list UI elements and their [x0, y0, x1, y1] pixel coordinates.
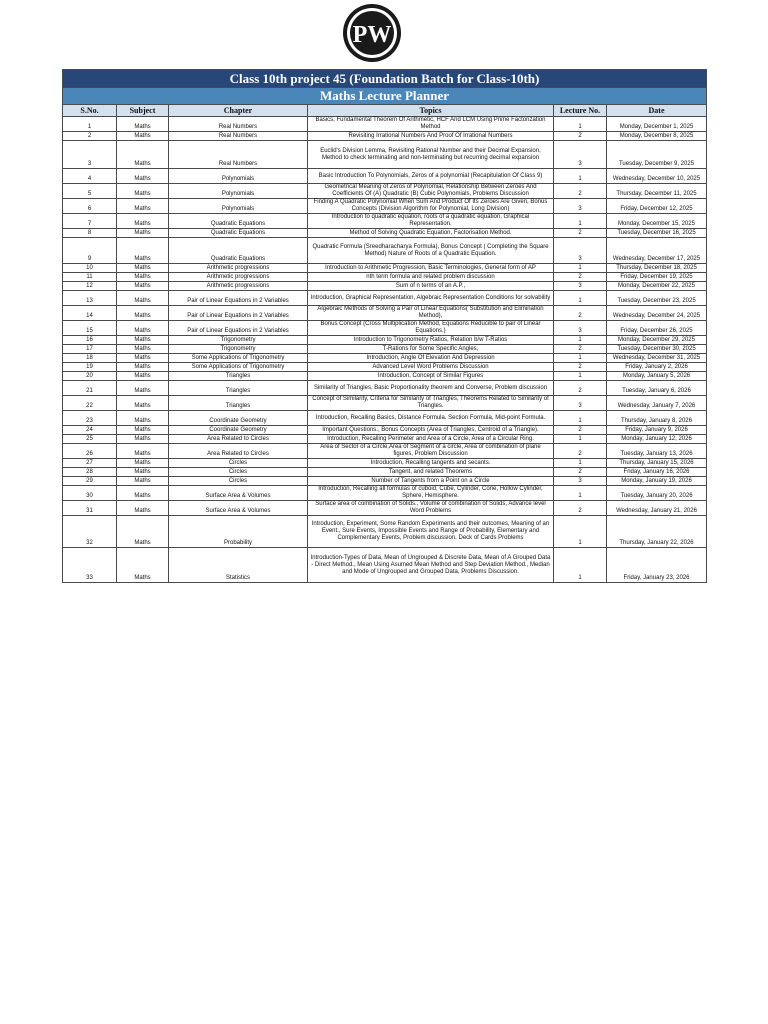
cell-topics: Euclid's Division Lemma, Revisiting Rational Number and their Decimal Expansion, Method to check terminating and non-terminating but recurring decimal expansion	[308, 141, 554, 169]
table-row	[63, 336, 707, 345]
cell-subject: Maths	[117, 264, 169, 273]
column-header-chapter: Chapter	[169, 105, 308, 117]
cell-lecture-no: 2	[554, 184, 607, 199]
cell-topics: Advanced Level Word Problems Discussion	[308, 363, 554, 372]
lecture-rows	[63, 117, 707, 583]
cell-sno: 7	[63, 214, 117, 229]
cell-date: Monday, December 1, 2025	[607, 117, 707, 132]
cell-lecture-no: 3	[554, 282, 607, 291]
cell-lecture-no: 2	[554, 132, 607, 141]
cell-chapter: Trigonometry	[169, 336, 308, 345]
cell-topics: Introduction, Recalling tangents and secants.	[308, 459, 554, 468]
cell-sno: 3	[63, 141, 117, 169]
cell-topics: Introduction, Experiment, Some Random Experiments and their outcomes, Meaning of an Event., Sure Events, Impossible Events and Range of Probability, Elementary and Complementary Events, Problem discussion, Deck of Cards Problems	[308, 516, 554, 548]
cell-lecture-no: 3	[554, 477, 607, 486]
cell-sno: 18	[63, 354, 117, 363]
cell-chapter: Probability	[169, 516, 308, 548]
cell-subject: Maths	[117, 141, 169, 169]
cell-topics: Surface area of combination of Solids., Volume of combination of Solids, Advance level Word Problems	[308, 501, 554, 516]
cell-chapter: Area Related to Circles	[169, 444, 308, 459]
table-row	[63, 199, 707, 214]
cell-topics: Finding A Quadratic Polynomial When Sum And Product Of Its Zeroes Are Given, Bonus Concepts (Division Algorithm for Polynomial, Long Division)	[308, 199, 554, 214]
cell-subject: Maths	[117, 321, 169, 336]
table-row	[63, 306, 707, 321]
cell-topics: Algebraic Methods of Solving a Pair of Linear Equations( Substitution and Elimination Method),	[308, 306, 554, 321]
cell-topics: Concept of Similarity, Criteria for Similarity of Triangles, Theorems Related to Similarity of Triangles.	[308, 396, 554, 411]
cell-sno: 10	[63, 264, 117, 273]
cell-date: Tuesday, January 6, 2026	[607, 381, 707, 396]
table-row	[63, 459, 707, 468]
cell-lecture-no: 3	[554, 141, 607, 169]
cell-subject: Maths	[117, 238, 169, 264]
cell-chapter: Arithmetic progressions	[169, 273, 308, 282]
table-row	[63, 501, 707, 516]
cell-topics: Basic Introduction To Polynomials, Zeros of a polynomial (Recapitulation Of Class 9)	[308, 169, 554, 184]
cell-date: Friday, December 19, 2025	[607, 273, 707, 282]
table-row	[63, 214, 707, 229]
cell-chapter: Coordinate Geometry	[169, 411, 308, 426]
cell-subject: Maths	[117, 435, 169, 444]
lecture-planner-table	[62, 69, 707, 583]
cell-sno: 24	[63, 426, 117, 435]
cell-sno: 6	[63, 199, 117, 214]
cell-chapter: Area Related to Circles	[169, 435, 308, 444]
cell-date: Tuesday, December 23, 2025	[607, 291, 707, 306]
cell-lecture-no: 1	[554, 516, 607, 548]
cell-date: Monday, January 19, 2026	[607, 477, 707, 486]
cell-date: Thursday, December 18, 2025	[607, 264, 707, 273]
cell-lecture-no: 1	[554, 264, 607, 273]
cell-chapter: Trigonometry	[169, 345, 308, 354]
cell-sno: 8	[63, 229, 117, 238]
cell-subject: Maths	[117, 345, 169, 354]
cell-lecture-no: 2	[554, 426, 607, 435]
cell-sno: 20	[63, 372, 117, 381]
cell-chapter: Triangles	[169, 396, 308, 411]
cell-topics: Important Questions., Bonus Concepts (Area of Triangles, Centroid of a Triangle).	[308, 426, 554, 435]
cell-topics: Introduction to Trigonometry Ratios, Relation b/w T-Ratios	[308, 336, 554, 345]
cell-topics: Introduction, Angle Of Elevation And Depression	[308, 354, 554, 363]
cell-chapter: Arithmetic progressions	[169, 282, 308, 291]
cell-sno: 29	[63, 477, 117, 486]
cell-sno: 15	[63, 321, 117, 336]
cell-lecture-no: 3	[554, 199, 607, 214]
cell-chapter: Real Numbers	[169, 132, 308, 141]
cell-lecture-no: 3	[554, 238, 607, 264]
table-row	[63, 548, 707, 583]
table-row	[63, 435, 707, 444]
cell-date: Friday, December 26, 2025	[607, 321, 707, 336]
cell-topics: Basics, Fundamental Theorem Of Arithmetic, HCF And LCM Using Prime Factorization Method	[308, 117, 554, 132]
cell-chapter: Polynomials	[169, 199, 308, 214]
cell-topics: Introduction to quadratic equation, roots of a quadratic equation, Graphical Representation.	[308, 214, 554, 229]
column-header-topics: Topics	[308, 105, 554, 117]
cell-subject: Maths	[117, 169, 169, 184]
cell-sno: 14	[63, 306, 117, 321]
cell-lecture-no: 1	[554, 291, 607, 306]
column-header-sno: S.No.	[63, 105, 117, 117]
cell-date: Thursday, January 8, 2026	[607, 411, 707, 426]
cell-date: Wednesday, December 10, 2025	[607, 169, 707, 184]
cell-date: Tuesday, December 30, 2025	[607, 345, 707, 354]
table-row	[63, 477, 707, 486]
cell-subject: Maths	[117, 396, 169, 411]
cell-lecture-no: 2	[554, 468, 607, 477]
table-row	[63, 141, 707, 169]
table-row	[63, 468, 707, 477]
cell-subject: Maths	[117, 486, 169, 501]
cell-chapter: Polynomials	[169, 169, 308, 184]
cell-chapter: Quadratic Equations	[169, 229, 308, 238]
cell-subject: Maths	[117, 381, 169, 396]
cell-chapter: Real Numbers	[169, 141, 308, 169]
cell-chapter: Quadratic Equations	[169, 238, 308, 264]
table-row	[63, 381, 707, 396]
planner-title: Class 10th project 45 (Foundation Batch for Class-10th)	[63, 70, 707, 88]
cell-subject: Maths	[117, 548, 169, 583]
cell-subject: Maths	[117, 229, 169, 238]
cell-topics: Bonus Concept (Cross Multiplication Method, Equations Reducible to pair of Linear Equations.)	[308, 321, 554, 336]
cell-topics: Introduction, Recalling Perimeter and Area of a Circle, Area of a Circular Ring.	[308, 435, 554, 444]
table-row	[63, 345, 707, 354]
table-row	[63, 486, 707, 501]
cell-date: Wednesday, December 17, 2025	[607, 238, 707, 264]
cell-topics: Sum of n terms of an A.P.,	[308, 282, 554, 291]
cell-date: Monday, December 15, 2025	[607, 214, 707, 229]
cell-topics: Quadratic Formula (Sreedharacharya Formula), Bonus Concept ( Completing the Square Method) Nature of Roots of a Quadratic Equation.	[308, 238, 554, 264]
table-row	[63, 444, 707, 459]
cell-chapter: Some Applications of Trigonometry	[169, 354, 308, 363]
cell-lecture-no: 3	[554, 396, 607, 411]
table-row	[63, 169, 707, 184]
cell-subject: Maths	[117, 444, 169, 459]
table-row	[63, 264, 707, 273]
cell-date: Friday, January 16, 2026	[607, 468, 707, 477]
cell-subject: Maths	[117, 516, 169, 548]
column-header-date: Date	[607, 105, 707, 117]
cell-chapter: Real Numbers	[169, 117, 308, 132]
cell-topics: Area of Sector of a Circle,Area of Segment of a circle, Area of combination of plane figures, Problem Discussion	[308, 444, 554, 459]
cell-lecture-no: 1	[554, 169, 607, 184]
cell-chapter: Triangles	[169, 372, 308, 381]
cell-topics: Tangent, and related Theorems	[308, 468, 554, 477]
column-header-lecture-no: Lecture No.	[554, 105, 607, 117]
cell-sno: 26	[63, 444, 117, 459]
cell-subject: Maths	[117, 117, 169, 132]
cell-sno: 30	[63, 486, 117, 501]
cell-date: Thursday, January 22, 2026	[607, 516, 707, 548]
cell-lecture-no: 1	[554, 435, 607, 444]
cell-chapter: Arithmetic progressions	[169, 264, 308, 273]
cell-sno: 27	[63, 459, 117, 468]
table-row	[63, 354, 707, 363]
cell-sno: 12	[63, 282, 117, 291]
cell-topics: Introduction-Types of Data, Mean of Ungrouped & Discrete Data, Mean of A Grouped Data - Direct Method., Mean Using Asumed Mean Method and Step Deviation Method., Median and Mode of Ungrouped and Grouped Data, Problems Discussion.	[308, 548, 554, 583]
cell-topics: Number of Tangents from a Point on a Circle	[308, 477, 554, 486]
cell-lecture-no: 1	[554, 117, 607, 132]
cell-lecture-no: 3	[554, 321, 607, 336]
table-row	[63, 238, 707, 264]
cell-lecture-no: 2	[554, 306, 607, 321]
table-row	[63, 321, 707, 336]
table-row	[63, 132, 707, 141]
cell-sno: 5	[63, 184, 117, 199]
cell-subject: Maths	[117, 477, 169, 486]
cell-lecture-no: 2	[554, 229, 607, 238]
cell-chapter: Circles	[169, 477, 308, 486]
cell-lecture-no: 1	[554, 411, 607, 426]
cell-subject: Maths	[117, 354, 169, 363]
cell-sno: 13	[63, 291, 117, 306]
cell-subject: Maths	[117, 273, 169, 282]
cell-date: Tuesday, December 9, 2025	[607, 141, 707, 169]
cell-topics: Geometrical Meaning of Zeros of Polynomial, Relationship Between Zeroes And Coefficients Of (A) Quadratic (B) Cubic Polynomials, Problems Discussion	[308, 184, 554, 199]
cell-chapter: Coordinate Geometry	[169, 426, 308, 435]
cell-topics: Introduction, Graphical Representation, Algebraic Representation Conditions for solvability	[308, 291, 554, 306]
cell-subject: Maths	[117, 214, 169, 229]
cell-subject: Maths	[117, 282, 169, 291]
cell-subject: Maths	[117, 184, 169, 199]
cell-date: Wednesday, December 24, 2025	[607, 306, 707, 321]
cell-sno: 22	[63, 396, 117, 411]
cell-lecture-no: 1	[554, 459, 607, 468]
cell-chapter: Circles	[169, 468, 308, 477]
cell-date: Wednesday, January 21, 2026	[607, 501, 707, 516]
cell-subject: Maths	[117, 411, 169, 426]
cell-chapter: Surface Area & Volumes	[169, 486, 308, 501]
cell-lecture-no: 1	[554, 372, 607, 381]
cell-topics: Introduction, Recalling Basics, Distance Formula. Section Formula, Mid-point Formula.	[308, 411, 554, 426]
cell-date: Tuesday, January 20, 2026	[607, 486, 707, 501]
cell-topics: T-Rations for Some Specific Angles,	[308, 345, 554, 354]
table-row	[63, 372, 707, 381]
cell-sno: 4	[63, 169, 117, 184]
cell-lecture-no: 2	[554, 444, 607, 459]
cell-sno: 11	[63, 273, 117, 282]
cell-topics: Introduction to Arithmetic Progression, Basic Terminologies, General form of AP	[308, 264, 554, 273]
cell-chapter: Surface Area & Volumes	[169, 501, 308, 516]
cell-date: Monday, January 12, 2026	[607, 435, 707, 444]
table-row	[63, 184, 707, 199]
cell-chapter: Statistics	[169, 548, 308, 583]
cell-topics: Method of Solving Quadratic Equation, Factorisation Method.	[308, 229, 554, 238]
table-row	[63, 426, 707, 435]
cell-topics: Similarity of Triangles, Basic Proportionality theorem and Converse, Problem discussion	[308, 381, 554, 396]
cell-date: Wednesday, December 31, 2025	[607, 354, 707, 363]
cell-sno: 19	[63, 363, 117, 372]
cell-date: Friday, December 12, 2025	[607, 199, 707, 214]
cell-sno: 31	[63, 501, 117, 516]
cell-date: Tuesday, January 13, 2026	[607, 444, 707, 459]
cell-subject: Maths	[117, 291, 169, 306]
cell-subject: Maths	[117, 132, 169, 141]
cell-subject: Maths	[117, 468, 169, 477]
cell-lecture-no: 1	[554, 336, 607, 345]
cell-subject: Maths	[117, 199, 169, 214]
cell-topics: Introduction, Recalling all formulas of cuboid, Cube, Cylinder, Cone, Hollow Cylinder, Sphere, Hemisphere.	[308, 486, 554, 501]
cell-date: Thursday, January 15, 2026	[607, 459, 707, 468]
table-row	[63, 396, 707, 411]
cell-topics: Revisiting Irrational Numbers And Proof Of Irrational Numbers	[308, 132, 554, 141]
cell-chapter: Some Applications of Trigonometry	[169, 363, 308, 372]
cell-sno: 33	[63, 548, 117, 583]
cell-sno: 9	[63, 238, 117, 264]
cell-date: Monday, December 22, 2025	[607, 282, 707, 291]
cell-sno: 28	[63, 468, 117, 477]
cell-sno: 21	[63, 381, 117, 396]
cell-sno: 25	[63, 435, 117, 444]
table-row	[63, 411, 707, 426]
planner-subtitle: Maths Lecture Planner	[63, 88, 707, 105]
cell-lecture-no: 1	[554, 486, 607, 501]
table-row	[63, 282, 707, 291]
cell-lecture-no: 2	[554, 345, 607, 354]
cell-date: Wednesday, January 7, 2026	[607, 396, 707, 411]
cell-lecture-no: 2	[554, 363, 607, 372]
cell-subject: Maths	[117, 426, 169, 435]
cell-chapter: Triangles	[169, 381, 308, 396]
cell-lecture-no: 2	[554, 273, 607, 282]
cell-subject: Maths	[117, 459, 169, 468]
cell-date: Friday, January 23, 2026	[607, 548, 707, 583]
column-header-subject: Subject	[117, 105, 169, 117]
cell-sno: 1	[63, 117, 117, 132]
logo-text: PW	[352, 22, 392, 48]
cell-date: Tuesday, December 16, 2025	[607, 229, 707, 238]
cell-sno: 16	[63, 336, 117, 345]
table-row	[63, 363, 707, 372]
cell-sno: 23	[63, 411, 117, 426]
table-row	[63, 117, 707, 132]
table-row	[63, 273, 707, 282]
cell-chapter: Pair of Linear Equations in 2 Variables	[169, 306, 308, 321]
cell-subject: Maths	[117, 306, 169, 321]
table-row	[63, 516, 707, 548]
cell-subject: Maths	[117, 336, 169, 345]
cell-chapter: Polynomials	[169, 184, 308, 199]
cell-date: Friday, January 9, 2026	[607, 426, 707, 435]
table-row	[63, 291, 707, 306]
cell-topics: Introduction, Concept of Similar Figures	[308, 372, 554, 381]
cell-lecture-no: 2	[554, 501, 607, 516]
cell-lecture-no: 2	[554, 381, 607, 396]
cell-date: Monday, December 29, 2025	[607, 336, 707, 345]
cell-topics: nth term formula and related problem discussion	[308, 273, 554, 282]
cell-sno: 17	[63, 345, 117, 354]
cell-subject: Maths	[117, 363, 169, 372]
cell-date: Thursday, December 11, 2025	[607, 184, 707, 199]
cell-subject: Maths	[117, 501, 169, 516]
cell-chapter: Circles	[169, 459, 308, 468]
cell-lecture-no: 1	[554, 354, 607, 363]
cell-chapter: Pair of Linear Equations in 2 Variables	[169, 321, 308, 336]
cell-lecture-no: 1	[554, 214, 607, 229]
cell-sno: 32	[63, 516, 117, 548]
cell-date: Friday, January 2, 2026	[607, 363, 707, 372]
cell-subject: Maths	[117, 372, 169, 381]
pw-logo	[342, 3, 402, 63]
cell-chapter: Quadratic Equations	[169, 214, 308, 229]
cell-lecture-no: 1	[554, 548, 607, 583]
cell-date: Monday, December 8, 2025	[607, 132, 707, 141]
table-row	[63, 229, 707, 238]
cell-chapter: Pair of Linear Equations in 2 Variables	[169, 291, 308, 306]
cell-date: Monday, January 5, 2026	[607, 372, 707, 381]
cell-sno: 2	[63, 132, 117, 141]
